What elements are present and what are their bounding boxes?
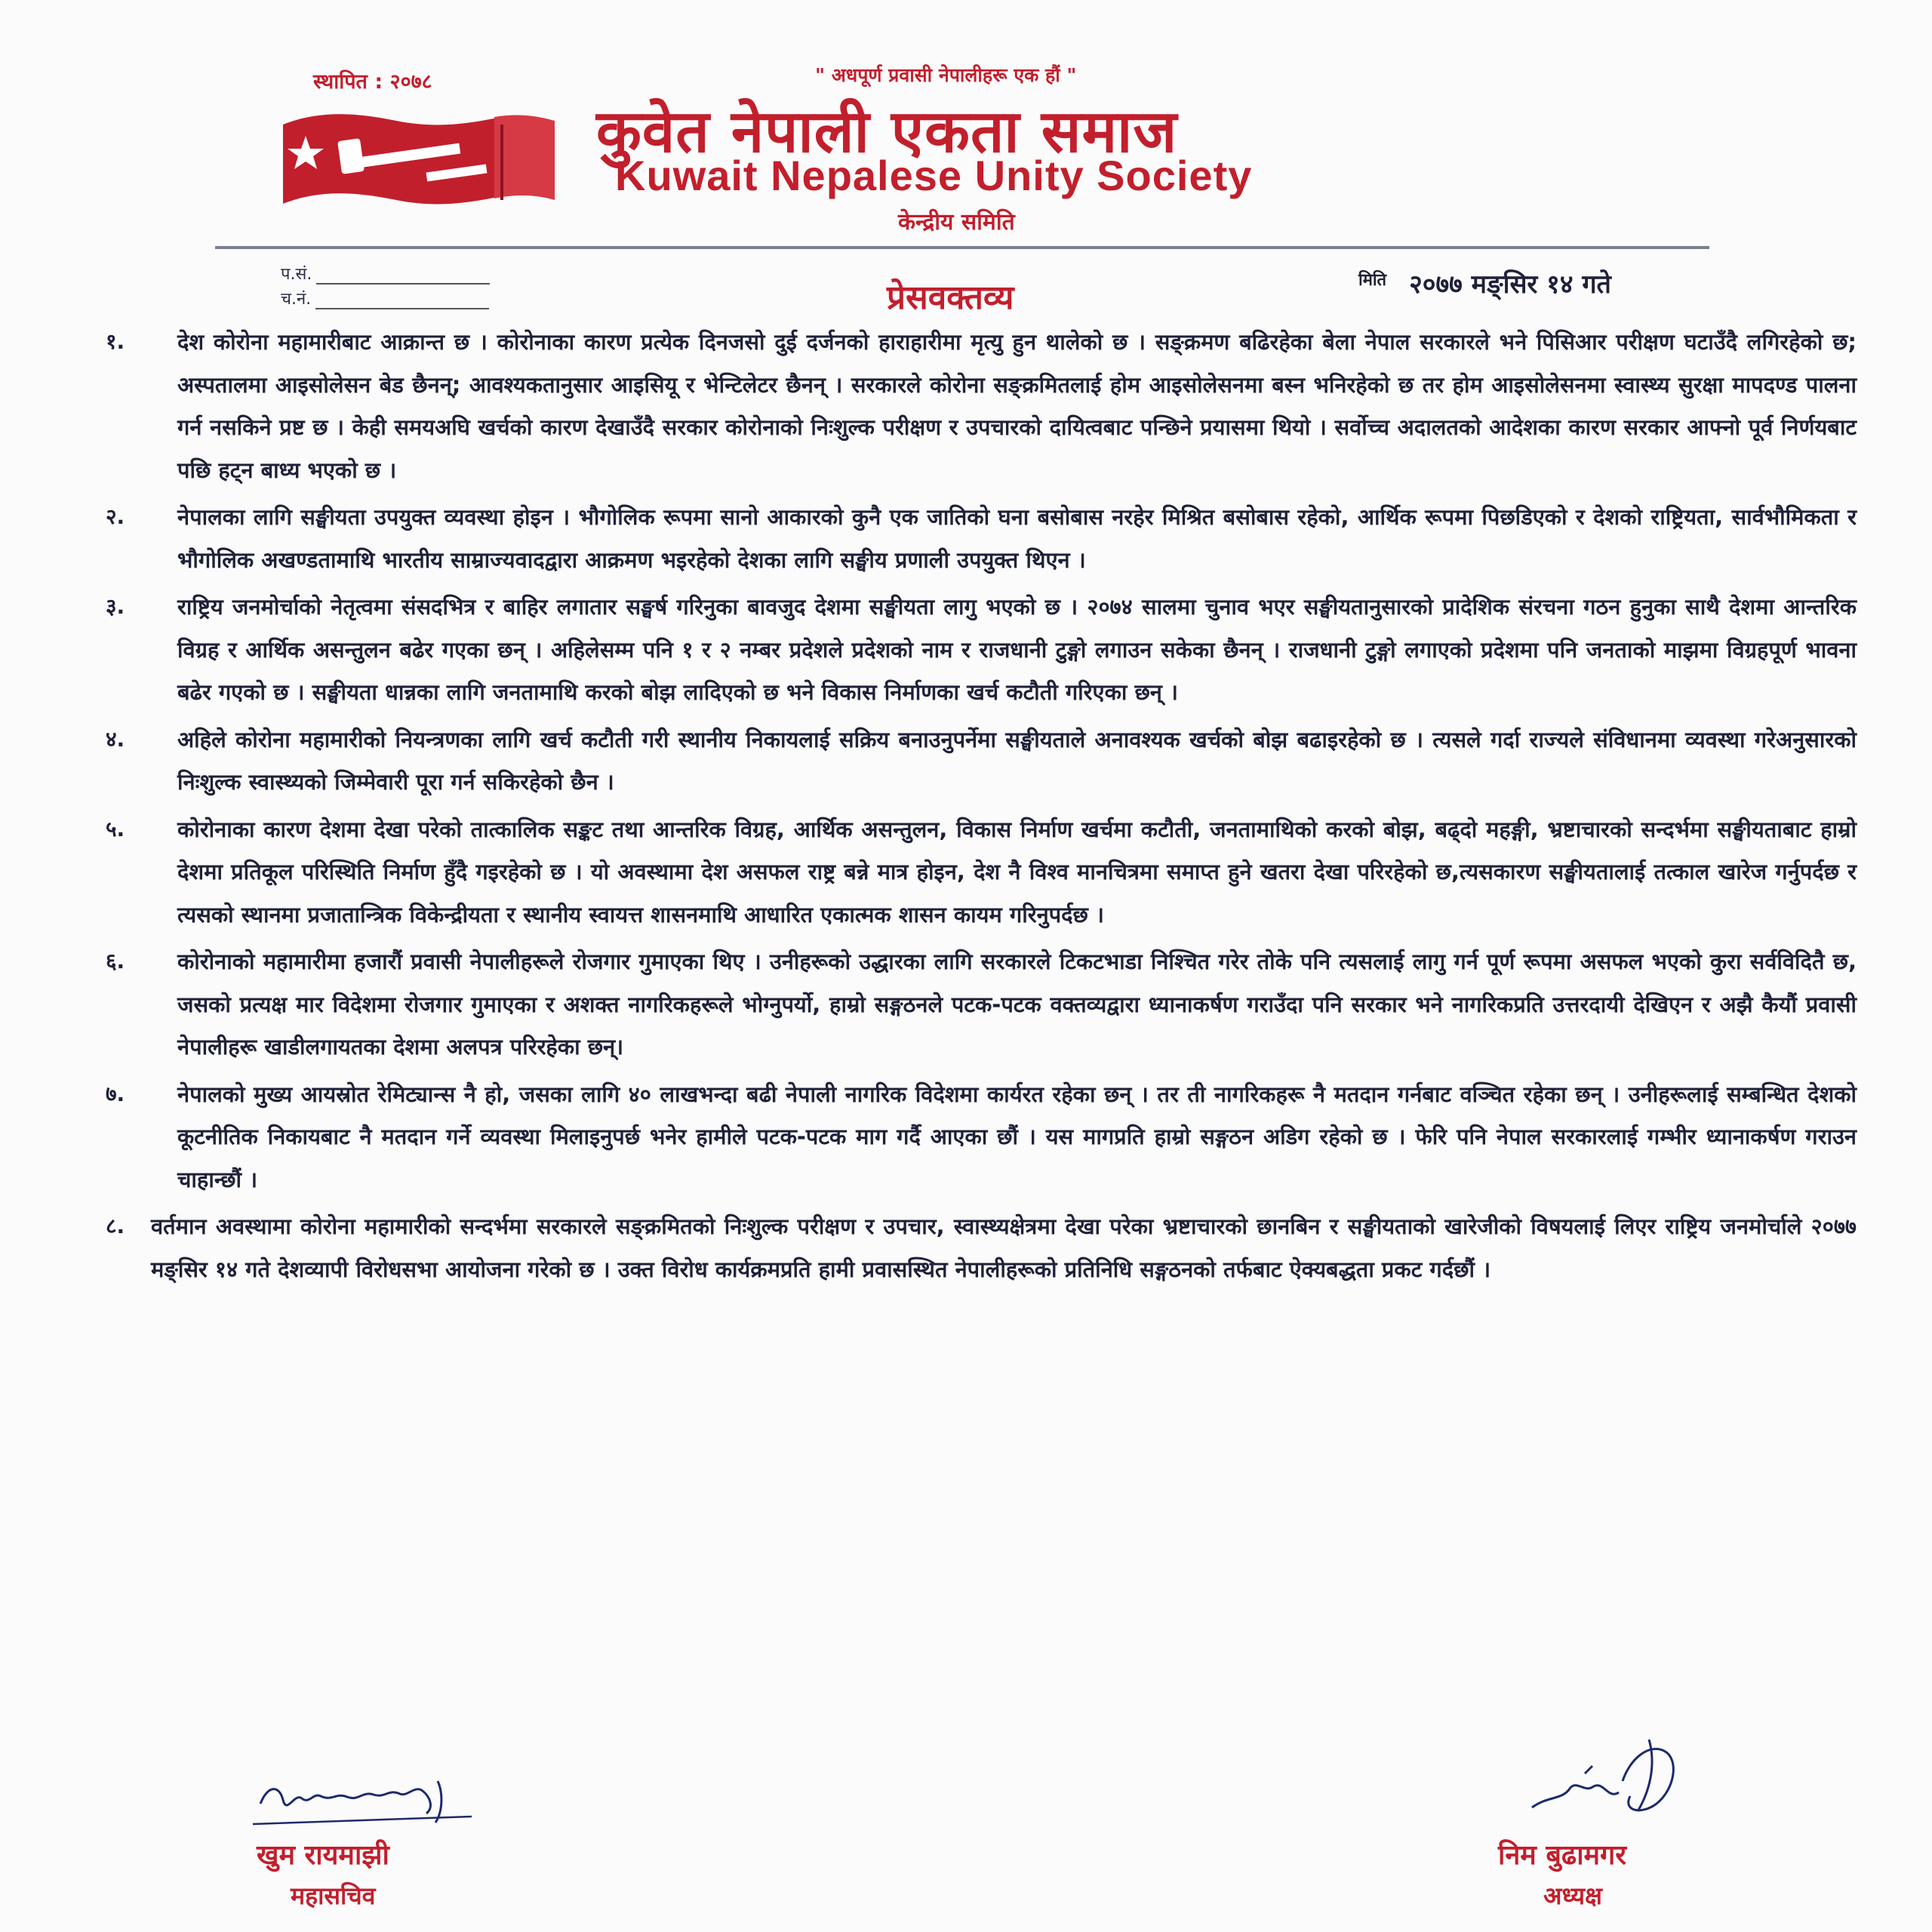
statement-point <box>106 808 1857 937</box>
organization-logo-icon <box>275 94 562 223</box>
committee-label: केन्द्रीय समिति <box>898 209 1015 235</box>
point-number: ८. <box>106 1214 125 1238</box>
statement-point <box>106 321 1857 491</box>
established-year: स्थापित : २०७८ <box>313 70 432 94</box>
general-secretary-name: खुम रायमाझी <box>257 1840 389 1871</box>
general-secretary-title: महासचिव <box>291 1881 376 1910</box>
statement-point <box>106 718 1857 804</box>
president-title: अध्यक्ष <box>1543 1881 1602 1910</box>
president-name: निम बुढामगर <box>1498 1840 1627 1871</box>
dispatch-number-label: च.नं. <box>281 290 312 309</box>
point-text: अहिले कोरोना महामारीको नियन्त्रणका लागि खर्च कटौती गरी स्थानीय निकायलाई सक्रिय बनाउनुपर्नेमा सङ्घीयताले अनावश्यक खर्चको बोझ बढाइरहेको छ । त्यसले गर्दा राज्यले संविधानमा व्यवस्था गरेअनुसारको निःशुल्क स्वास्थ्यको जिम्मेवारी पूरा गर्न सकिरहेको छैन । <box>177 726 1857 795</box>
statement-point <box>106 496 1857 581</box>
reference-number <box>281 262 490 285</box>
statement-point <box>106 940 1857 1069</box>
statement-point <box>106 1073 1857 1201</box>
organization-name-nepali: कुवेत नेपाली एकता समाज <box>596 98 1178 166</box>
point-text: देश कोरोना महामारीबाट आक्रान्त छ । कोरोनाका कारण प्रत्येक दिनजसो दुई दर्जनको हाराहारीमा मृत्यु हुन थालेको छ । सङ्क्रमण बढिरहेका बेला नेपाल सरकारले भने पिसिआर परीक्षण घटाउँदै लगिरहेको छ; अस्पतालमा आइसोलेसन बेड छैनन्; आवश्यकतानुसार आइसियू र भेन्टिलेटर छैनन् । सरकारले कोरोना सङ्क्रमितलाई होम आइसोलेसनमा बस्न भनिरहेको छ तर होम आइसोलेसनमा स्वास्थ्य सुरक्षा मापदण्ड पालना गर्न नसकिने प्रष्ट छ । केही समयअघि खर्चको कारण देखाउँदै सरकार कोरोनाको निःशुल्क परीक्षण र उपचारको दायित्वबाट पन्छिने प्रयासमा थियो । सर्वोच्च अदालतको आदेशका कारण सरकार आफ्नो पूर्व निर्णयबाट पछि हट्न बाध्य भएको छ । <box>177 329 1857 483</box>
president-signature-icon <box>1517 1736 1690 1841</box>
statement-point <box>106 586 1857 714</box>
point-text: नेपालका लागि सङ्घीयता उपयुक्त व्यवस्था होइन । भौगोलिक रूपमा सानो आकारको कुनै एक जातिको घना बसोबास नरहेर मिश्रित बसोबास रहेको, आर्थिक रूपमा पिछडिएको र देशको राष्ट्रियता, सार्वभौमिकता र भौगोलिक अखण्डतामाथि भारतीय साम्राज्यवादद्वारा आक्रमण भइरहेको देशका लागि सङ्घीय प्रणाली उपयुक्त थिएन । <box>177 504 1857 573</box>
point-text: राष्ट्रिय जनमोर्चाको नेतृत्वमा संसदभित्र र बाहिर लगातार सङ्घर्ष गरिनुका बावजुद देशमा सङ्घीयता लागु भएको छ । २०७४ सालमा चुनाव भएर सङ्घीयतानुसारको प्रादेशिक संरचना गठन हुनुका साथै देशमा आन्तरिक विग्रह र आर्थिक असन्तुलन बढेर गएका छन् । अहिलेसम्म पनि १ र २ नम्बर प्रदेशले प्रदेशको नाम र राजधानी टुङ्गो लगाउन सकेका छैनन् । राजधानी टुङ्गो लगाएको प्रदेशमा पनि जनताको माझमा विग्रहपूर्ण भावना बढेर गएको छ । सङ्घीयता धान्नका लागि जनतामाथि करको बोझ लादिएको छ भने विकास निर्माणका खर्च कटौती गरिएका छन् । <box>177 594 1857 705</box>
statement-point <box>106 1205 1857 1291</box>
document-title: प्रेसवक्तव्य <box>887 278 1014 317</box>
point-number: ३. <box>106 594 125 619</box>
point-number: ५. <box>106 816 125 841</box>
organization-name-english: Kuwait Nepalese Unity Society <box>615 152 1253 199</box>
slogan: " अधपूर्ण प्रवासी नेपालीहरू एक हौं " <box>815 64 1077 86</box>
dispatch-number <box>281 287 489 309</box>
point-number: ४. <box>106 726 125 752</box>
general-secretary-signature-icon <box>245 1770 487 1830</box>
reference-number-blank <box>316 283 490 285</box>
point-number: ७. <box>106 1081 125 1106</box>
document-date <box>1358 266 1611 300</box>
header-divider <box>215 246 1709 249</box>
date-value: २०७७ मङ्सिर १४ गते <box>1409 269 1611 300</box>
date-label: मिति <box>1358 271 1387 290</box>
point-text: कोरोनाका कारण देशमा देखा परेको तात्कालिक सङ्कट तथा आन्तरिक विग्रह, आर्थिक असन्तुलन, विकास निर्माण खर्चमा कटौती, जनतामाथिको करको बोझ, बढ्दो महङ्गी, भ्रष्टाचारको सन्दर्भमा सङ्घीयताबाट हाम्रो देशमा प्रतिकूल परिस्थिति निर्माण हुँदै गइरहेको छ । यो अवस्थामा देश असफल राष्ट्र बन्ने मात्र होइन, देश नै विश्व मानचित्रमा समाप्त हुने खतरा देखा परिरहेको छ,त्यसकारण सङ्घीयतालाई तत्काल खारेज गर्नुपर्दछ र त्यसको स्थानमा प्रजातान्त्रिक विकेन्द्रीयता र स्थानीय स्वायत्त शासनमाथि आधारित एकात्मक शासन कायम गरिनुपर्दछ । <box>177 816 1857 928</box>
point-number: ६. <box>106 949 125 974</box>
point-number: २. <box>106 504 125 529</box>
point-text: नेपालको मुख्य आयस्रोत रेमिट्यान्स नै हो, जसका लागि ४० लाखभन्दा बढी नेपाली नागरिक विदेशमा कार्यरत रहेका छन् । तर ती नागरिकहरू नै मतदान गर्नबाट वञ्चित रहेका छन् । उनीहरूलाई सम्बन्धित देशको कूटनीतिक निकायबाट नै मतदान गर्ने व्यवस्था मिलाइनुपर्छ भनेर हामीले पटक-पटक माग गर्दै आएका छौं । यस मागप्रति हाम्रो सङ्गठन अडिग रहेको छ । फेरि पनि नेपाल सरकारलाई गम्भीर ध्यानाकर्षण गराउन चाहान्छौं । <box>177 1081 1857 1192</box>
point-number: १. <box>106 329 125 354</box>
statement-points <box>106 321 1857 1295</box>
point-text: वर्तमान अवस्थामा कोरोना महामारीको सन्दर्भमा सरकारले सङ्क्रमितको निःशुल्क परीक्षण र उपचार, स्वास्थ्यक्षेत्रमा देखा परेका भ्रष्टाचारको छानबिन र सङ्घीयताको खारेजीको विषयलाई लिएर राष्ट्रिय जनमोर्चाले २०७७ मङ्सिर १४ गते देशव्यापी विरोधसभा आयोजना गरेको छ । उक्त विरोध कार्यक्रमप्रति हामी प्रवासस्थित नेपालीहरूको प्रतिनिधि सङ्गठनको तर्फबाट ऐक्यबद्धता प्रकट गर्दछौं । <box>151 1214 1857 1282</box>
dispatch-number-blank <box>315 308 489 309</box>
point-text: कोरोनाको महामारीमा हजारौं प्रवासी नेपालीहरूले रोजगार गुमाएका थिए । उनीहरूको उद्धारका लागि सरकारले टिकटभाडा निश्चित गरेर तोके पनि त्यसलाई लागु गर्न पूर्ण रूपमा असफल भएको कुरा सर्वविदितै छ, जसको प्रत्यक्ष मार विदेशमा रोजगार गुमाएका र अशक्त नागरिकहरूले भोग्नुपर्यो, हाम्रो सङ्गठनले पटक-पटक वक्तव्यद्वारा ध्यानाकर्षण गराउँदा पनि सरकार भने नागरिकप्रति उत्तरदायी देखिएन र अझै कैयौं प्रवासी नेपालीहरू खाडीलगायतका देशमा अलपत्र परिरहेका छन्। <box>177 949 1857 1060</box>
reference-number-label: प.सं. <box>281 265 312 284</box>
